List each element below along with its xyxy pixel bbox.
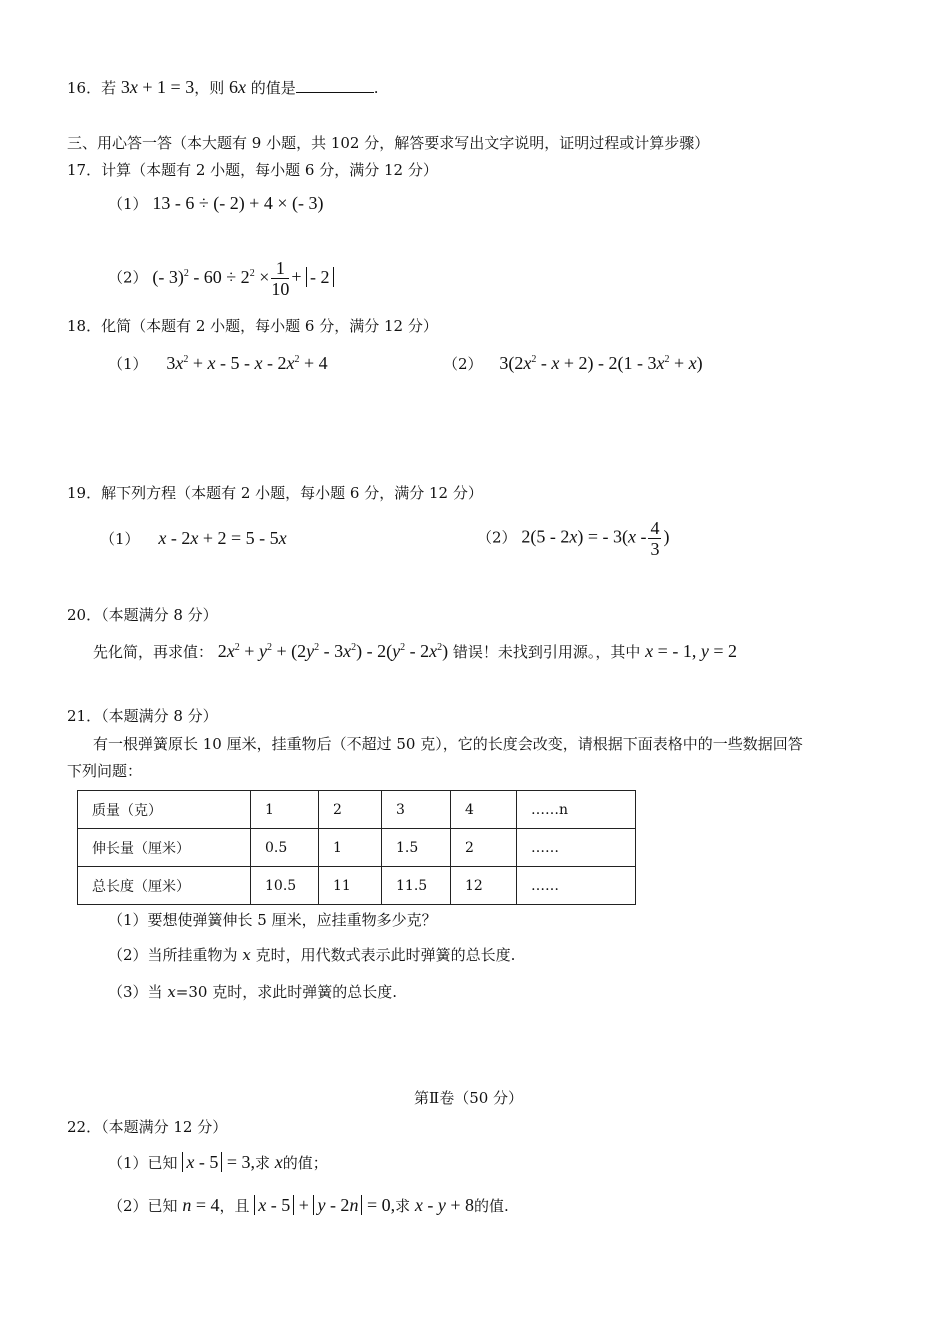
question-22-part-1: （1）已知 x - 5 = 3,求 x的值； [108,1152,328,1172]
question-16: 16．若 3x + 1 = 3，则 6x 的值是 . [67,77,379,97]
question-17-part-1: （1） 13 - 6 ÷ (- 2) + 4 × (- 3) [108,193,324,213]
table-cell: 4 [451,791,517,829]
table-cell: 0.5 [251,829,319,867]
question-21-sub-1: （1）要想使弹簧伸长 5 厘米，应挂重物多少克？ [108,911,437,929]
table-cell: 10.5 [251,867,319,905]
question-21-sub-3: （3）当 x=30 克时，求此时弹簧的总长度. [108,983,397,1001]
table-cell: 11.5 [382,867,451,905]
table-cell: 质量（克） [78,791,251,829]
table-cell: 2 [319,791,382,829]
question-20-body: 先化简，再求值： $2x^2 + y^2 + (2y^2 - 3x^2) - 2(y^2 - 2x^2)$ 错误！未找到引用源。，其中 x = - 1, y = 2 [93,641,737,661]
question-18-part-2: （2） $3(2x^2 - x + 2) - 2(1 - 3x^2 + x)$ [443,353,703,373]
question-22-part-2: （2）已知 n = 4，且 x - 5 + y - 2n = 0,求 x - y + 8的值. [108,1195,509,1215]
question-21-sub-2: （2）当所挂重物为 x 克时，用代数式表示此时弹簧的总长度. [108,946,516,964]
equation: 3x + 1 = 3 [120,77,195,97]
question-21-intro-cont: 下列问题： [67,762,143,780]
question-21-intro: 有一根弹簧原长 10 厘米，挂重物后（不超过 50 克），它的长度会改变，请根据下面表格中的一些数据回答 [93,735,803,753]
question-17-title: 17．计算（本题有 2 小题，每小题 6 分，满分 12 分） [67,161,438,179]
table-cell: 1 [319,829,382,867]
table-cell: 3 [382,791,451,829]
answer-blank[interactable] [296,78,374,93]
question-17-part-2: （2） (- $3)^2 - 60 \div 2^2$ × $\frac{1}{10}$ + - 2 [108,258,334,299]
question-19-title: 19．解下列方程（本题有 2 小题，每小题 6 分，满分 12 分） [67,484,483,502]
table-cell: 总长度（厘米） [78,867,251,905]
question-22-title: 22．（本题满分 12 分） [67,1118,228,1136]
table-cell: ……n [517,791,636,829]
table-cell: …… [517,829,636,867]
fraction: $\frac{4}{3}$ [650,518,660,559]
fraction: $\frac{1}{10}$ [271,258,290,299]
spring-data-table [77,790,636,905]
part-2-title: 第Ⅱ卷（50 分） [414,1089,524,1107]
question-20-title: 20．（本题满分 8 分） [67,606,218,624]
table-cell: 伸长量（厘米） [78,829,251,867]
question-18-title: 18．化简（本题有 2 小题，每小题 6 分，满分 12 分） [67,317,438,335]
table-cell: 1.5 [382,829,451,867]
table-row [78,791,636,829]
question-21-title: 21．（本题满分 8 分） [67,707,218,725]
table-cell: 12 [451,867,517,905]
question-19-part-2: （2） 2(5 - 2x) = - 3(x - $\frac{4}{3}$ ) [477,518,670,559]
question-19-part-1: （1） x - 2x + 2 = 5 - 5x [100,528,287,548]
table-cell: 11 [319,867,382,905]
question-18-part-1: （1） $3x^2 + x - 5 - x - 2x^2 + 4$ [108,353,328,373]
section-3-title: 三、用心答一答（本大题有 9 小题，共 102 分，解答要求写出文字说明，证明过程或计算步骤） [67,134,710,152]
table-row [78,867,636,905]
table-cell: 2 [451,829,517,867]
table-cell: …… [517,867,636,905]
table-row [78,829,636,867]
table-cell: 1 [251,791,319,829]
